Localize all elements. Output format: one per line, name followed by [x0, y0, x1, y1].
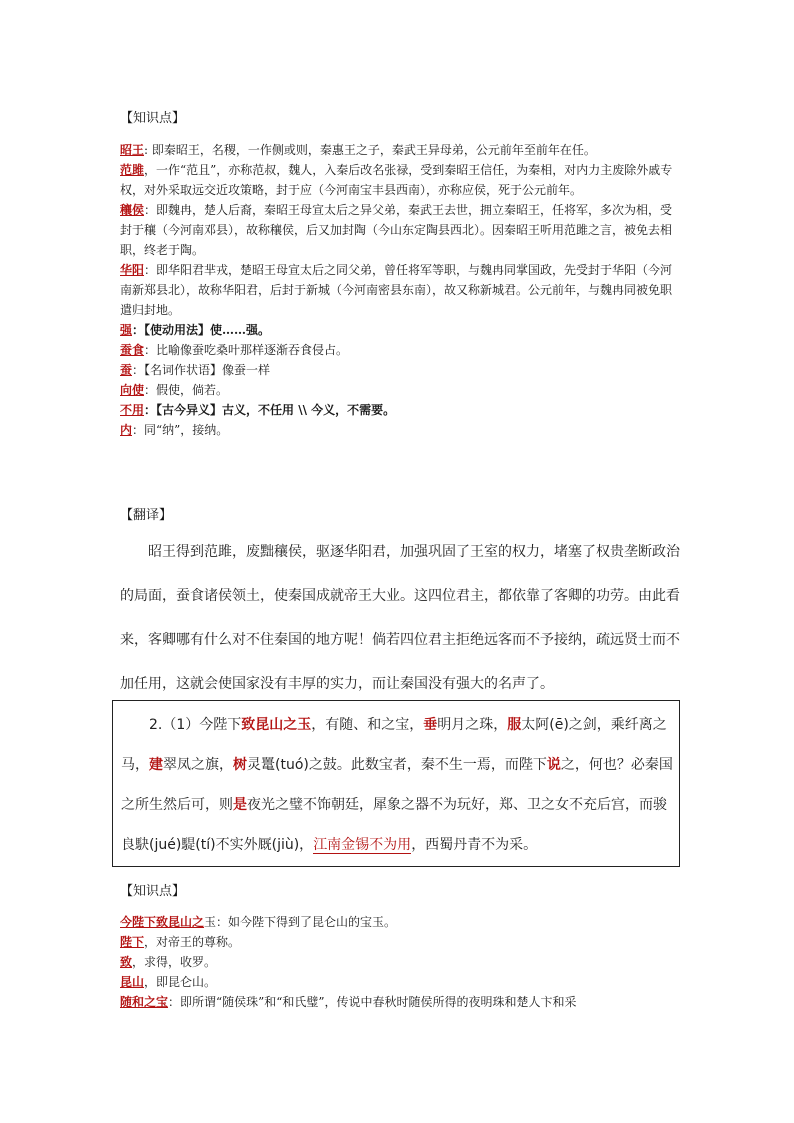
passage-segment: 太阿(ē)之剑，乘纤离之马， [121, 717, 667, 773]
passage-highlight: 服 [507, 717, 522, 733]
note-text: ，即昆仑山。 [144, 975, 217, 989]
note-item [120, 340, 680, 360]
note-term: 不用 [120, 403, 145, 417]
note-item [120, 952, 680, 972]
note-text: ：即华阳君芈戎，楚昭王母宣太后之同父弟，曾任将军等职，与魏冉同掌国政，先受封于华阳（今河南新郑县北），故称华阳君，后封于新城（今河南密县东南），故又称新城君。公元前年，与魏冉同被免职遣归封地。 [120, 263, 673, 317]
note-text: ，求得，收罗。 [132, 955, 217, 969]
passage-segment: 翠凤之旗， [163, 757, 233, 773]
passage-segment: ，西蜀丹青不为采。 [411, 837, 538, 853]
knowledge-notes-2 [120, 912, 680, 1012]
note-item [120, 260, 680, 320]
note-item [120, 360, 680, 380]
note-text: ：即所谓“随侯珠”和“和氏璧”，传说中春秋时随侯所得的夜明珠和楚人卞和采 [168, 995, 577, 1009]
note-term: 蚕 [120, 363, 133, 377]
passage-segment: ，有随、和之宝， [311, 717, 424, 733]
passage-highlight: 说 [546, 757, 561, 773]
note-item [120, 420, 680, 440]
note-item [120, 320, 680, 340]
note-text: ，一作“范且”，亦称范叔，魏人，入秦后改名张禄，受到秦昭王信任，为秦相，对内力主废除外戚专权，对外采取远交近攻策略，封于应（今河南宝丰县西南），亦称应侯，死于公元前年。 [120, 163, 673, 197]
note-item [120, 912, 680, 932]
passage-text [121, 705, 673, 865]
passage-highlight: 垂 [423, 717, 438, 733]
knowledge-notes-1 [120, 140, 680, 440]
note-term: 昆山 [120, 975, 145, 989]
passage-highlight: 是 [233, 797, 247, 813]
note-item [120, 400, 680, 420]
note-term: 蚕食 [120, 343, 145, 357]
translation-text: 昭王得到范雎，废黜穰侯，驱逐华阳君，加强巩固了王室的权力，堵塞了权贵垄断政治的局面，蚕食诸侯领土，使秦国成就帝王大业。这四位君主，都依靠了客卿的功劳。由此看来，客卿哪有什么对不住秦国的地方呢！倘若四位君主拒绝远客而不予接纳，疏远贤士而不加任用，这就会使国家没有丰厚的实力，而让秦国没有强大的名声了。 [120, 544, 680, 692]
passage-highlight: 树 [233, 757, 247, 773]
note-item [120, 380, 680, 400]
passage-box [112, 700, 680, 867]
knowledge-heading-2: 【知识点】 [120, 884, 186, 899]
note-text: : 即秦昭王，名稷，一作侧或则，秦惠王之子，秦武王异母弟，公元前年至前年在任。 [144, 143, 596, 157]
note-text: ：【使动用法】使……强。 [132, 323, 271, 337]
note-text: ：比喻像蚕吃桑叶那样逐渐吞食侵占。 [144, 343, 349, 357]
note-item [120, 972, 680, 992]
passage-segment: 之，何也？必秦国之所生然后可，则 [121, 757, 673, 813]
passage-underline: 江南金锡不为用 [313, 837, 412, 853]
knowledge-heading-1: 【知识点】 [120, 111, 186, 126]
note-text: ：同“纳”，接纳。 [132, 423, 229, 437]
translation-heading: 【翻译】 [120, 508, 173, 523]
note-item [120, 932, 680, 952]
note-term: 陛下 [120, 935, 145, 949]
note-item [120, 200, 680, 260]
note-term: 强 [120, 323, 133, 337]
note-item [120, 140, 680, 160]
note-term: 穰侯 [120, 203, 145, 217]
note-term: 昭王 [120, 143, 145, 157]
note-term: 随和之宝 [120, 995, 169, 1009]
note-text: ：【古今异义】古义，不任用 \\ 今义，不需要。 [144, 403, 396, 417]
note-term: 致 [120, 955, 133, 969]
note-text: ，对帝王的尊称。 [144, 935, 241, 949]
passage-segment: 夜光之璧不饰朝廷，犀象之器不为玩好，郑、卫之女不充后宫，而骏良駃(jué)騠(tí)不实外厩(jiù)， [121, 797, 667, 853]
note-text: ：【名词作状语】像蚕一样 [132, 363, 271, 377]
passage-segment: 2.（1）今陛下 [149, 717, 242, 733]
note-term: 范雎 [120, 163, 145, 177]
note-item [120, 992, 680, 1012]
note-term: 向使 [120, 383, 145, 397]
note-text: ：即魏冉，楚人后裔，秦昭王母宣太后之异父弟，秦武王去世，拥立秦昭王，任将军，多次为相，受封于穰（今河南邓县），故称穰侯，后又加封陶（今山东定陶县西北）。因秦昭王听用范雎之言，被免去相职，终老于陶。 [120, 203, 673, 257]
passage-segment: 灵鼍(tuó)之鼓。此数宝者，秦不生一焉，而陛下 [247, 757, 547, 773]
note-term: 内 [120, 423, 133, 437]
note-term: 今陛下致昆山之 [120, 915, 205, 929]
note-text: 玉：如今陛下得到了昆仑山的宝玉。 [204, 915, 397, 929]
note-item [120, 160, 680, 200]
passage-segment: 明月之珠， [437, 717, 508, 733]
note-term: 华阳 [120, 263, 145, 277]
passage-highlight: 致昆山之玉 [241, 717, 312, 733]
passage-highlight: 建 [149, 757, 163, 773]
note-text: ：假使，倘若。 [144, 383, 229, 397]
